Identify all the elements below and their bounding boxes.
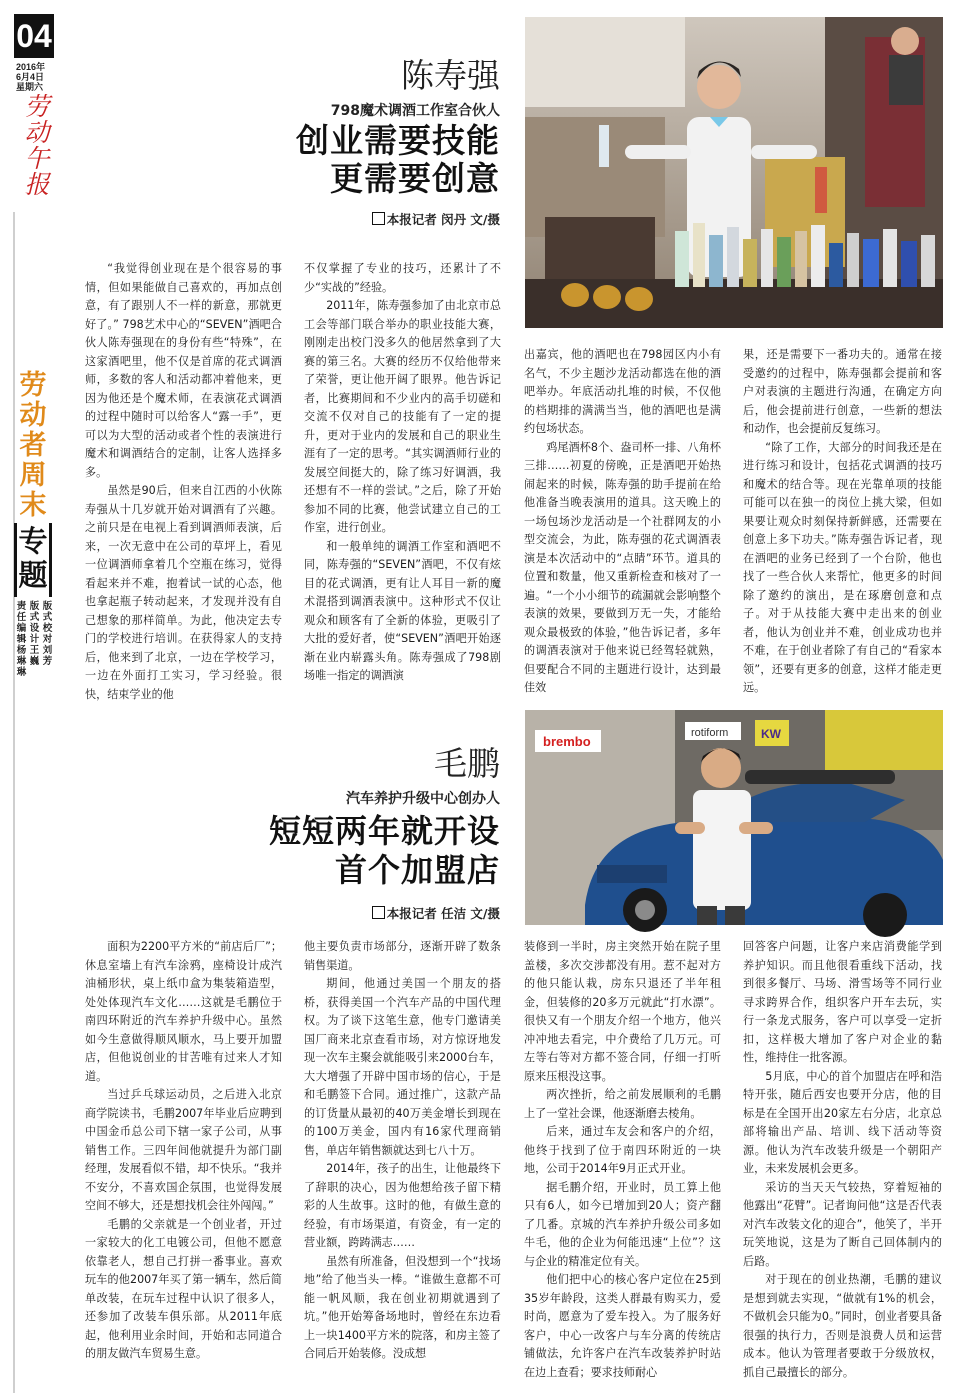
article1-headline-line2: 更需要创意: [330, 159, 500, 198]
paragraph: 面积为2200平方米的“前店后厂”；休息室墙上有汽车涂鸦，座椅设计成汽油桶形状，桌上纸巾盒为集装箱造型，处处体现汽车文化……这就是毛鹏位于南四环附近的汽车养护升级中心。虽然如今生意做得顺风顺水，马上要开加盟店，但他说创业的甘苦唯有过来人才知道。: [85, 940, 282, 1083]
paragraph: 他主要负责市场部分，逐渐开辟了数条销售渠道。: [304, 940, 501, 972]
paragraph: 虽然是90后，但来自江西的小伙陈寿强从十几岁就开始对调酒有了兴趣。之前只是在电视上看到调酒师表演，后来，一次无意中在公司的草坪上，看见一位调酒师拿着几个空瓶在练习，觉得看起来并不难，抱着试一试的心态，他也拿起瓶子转动起来，才发现并没有自己想象的那样简单。为此，他决定去专门的学校进行培训。在获得家人的支持后，他来到了北京，一边在学校学习，一边在外面打工实习，学习经验。很快，结束学业的他: [85, 484, 282, 701]
article1-role: 798魔术调酒工作室合伙人: [330, 103, 500, 119]
masthead-logo: 劳动午报: [24, 92, 50, 199]
article2-column-1: [85, 938, 282, 1390]
article1-column-3: [524, 346, 721, 694]
car-shop-photo-illustration: [525, 710, 943, 925]
paragraph: 期间，他通过美国一个朋友的搭桥，获得美国一个汽车产品的中国代理权。为了谈下这笔生意，他专门邀请美国厂商来北京查看市场，对方惊讶地发现一次车主聚会就能吸引来2000台车，大大增强了开辟中国市场的信心，于是和毛鹏签下合同。通过推广，这款产品的订货量从最初的40万美金增长到现在的100万美金，国内有16家代理商销售，单店年销售额就达到七八十万。: [304, 977, 501, 1157]
sign-brembo: brembo: [543, 734, 591, 749]
paragraph: 5月底，中心的首个加盟店在呼和浩特开张，随后西安也要开分店，他的目标是在全国开出20家左右分店，北京总部将输出产品、培训、线下活动等资源。他认为汽车改装升级是一个朝阳产业，未来发展机会更多。: [743, 1069, 942, 1175]
paragraph: 2011年，陈寿强参加了由北京市总工会等部门联合举办的职业技能大赛，刚刚走出校门没多久的他居然拿到了大赛的第三名。大赛的经历不仅给他带来了荣誉，更让他开阔了眼界。他告诉记者，比赛期间和不少业内的高手切磋和交流不仅对自己的技能有了一定的提升，更对于业内的发展和自己的职业生涯有了一定的思考。“其实调酒师行业的发展空间挺大的，除了练习好调酒，我还想有不一样的尝试。”之后，除了开始参加不同的比赛，他尝试建立自己的工作室，进行创业。: [304, 299, 501, 534]
section-tag: 专题: [18, 524, 48, 592]
paragraph: 装修到一半时，房主突然开始在院子里盖楼，多次交涉都没有用。惹不起对方的他只能认栽，房东只退还了半年租金，但装修的20多万元就此“打水漂”。很快又有一个朋友介绍一个地方，他兴冲冲地去看完，中介费给了几万元。可左等右等对方都不签合同，仔细一打听原来压根没这事。: [524, 940, 721, 1083]
paragraph: “我觉得创业现在是个很容易的事情，但如果能做自己喜欢的，再加点创意，有了跟别人不一样的新意，那就更好了。” 798艺术中心的“SEVEN”酒吧合伙人陈寿强现在的身份有些“特殊”，在这家酒吧里，他不仅是首席的花式调酒师，多数的客人和活动都冲着他来，更因为他还是个魔术师，在表演花式调酒的过程中随时可以给客人“露一手”，更可以为大型的活动或者个性的表演进行魔术和调酒结合的定制，让客人选择多多。: [85, 262, 282, 479]
paragraph: 不仅掌握了专业的技巧，还累计了不少“实战的”经验。: [304, 262, 501, 294]
section-title: 劳动者周末: [19, 370, 47, 521]
paragraph: 当过乒乓球运动员，之后进入北京商学院读书，毛鹏2007年毕业后应聘到中国金币总公司下辖一家子公司，从事销售工作。三四年间他就提升为部门副经理，发展看似不错，却不快乐。“我并不安分，不喜欢国企氛围，也觉得发展空间不够大，还是想找机会往外闯闯。”: [85, 1088, 282, 1212]
paragraph: “除了工作，大部分的时间我还是在进行练习和设计，包括花式调酒的技巧和魔术的结合等。现在光靠单项的技能可能可以在独一的岗位上挑大梁，但如果要让观众时刻保持新鲜感，还需要在创意上多下功夫。”陈寿强告诉记者，现在酒吧的业务已经到了一个台阶，他也找了一些合伙人来帮忙，他更多的时间除了邀约的演出，是在琢磨创意和点子。对于从技能大赛中走出来的创业者，他认为创业并不难，创业成功也并不难，在于创业者除了有自己的“看家本领”，还要有更多的创意，这样才能走更远。: [743, 440, 942, 694]
paragraph: 对于现在的创业热潮，毛鹏的建议是想到就去实现，“做就有1%的机会，不做机会只能为0。”同时，创业者要具备很强的执行力，否则是浪费人员和运营成本。他认为管理者要敢于分级放权，抓自己最擅长的部分。: [743, 1273, 942, 1379]
credit-proofreader: 版式校对 刘芳: [42, 601, 53, 667]
date-day: 6月4日: [16, 72, 45, 82]
paragraph: 出嘉宾，他的酒吧也在798园区内小有名气，不少主题沙龙活动都选在他的酒吧举办。年底活动扎堆的时候，不仅他的档期排的满满当当，他的酒吧也是满约包场状态。: [524, 348, 721, 435]
paragraph: 他们把中心的核心客户定位在25到35岁年龄段，这类人群最有购买力，爱时尚，愿意为了爱车投入。为了服务好客户，中心一改客户与车分离的传统店铺做法，允许客户在汽车改装养护时站在边上查看；要求技师耐心: [524, 1273, 721, 1379]
article2-name: 毛鹏: [434, 744, 500, 783]
article2-column-3: [524, 938, 721, 1390]
article1-byline-text: 本报记者 闵丹 文/摄: [386, 212, 500, 227]
paragraph: 2014年，孩子的出生，让他最终下了辞职的决心，因为他想给孩子留下精彩的人生故事。这时的他，有做生意的经验，有市场渠道，有资金，有一定的营业额，跨踌满志……: [304, 1162, 501, 1249]
article1-headline-line1: 创业需要技能: [296, 121, 500, 160]
date-year: 2016年: [16, 62, 46, 72]
article2-headline-line1: 短短两年就开设: [268, 812, 500, 850]
article2-headline-line2: 首个加盟店: [334, 851, 500, 889]
article2-column-2: [304, 938, 501, 1390]
date-weekday: 星期六: [16, 82, 44, 92]
credit-editor: 责任编辑 杨琳琳: [16, 601, 27, 678]
credit-designer: 版式设计 王巍: [29, 601, 40, 667]
article1-column-1: [85, 260, 282, 701]
paragraph: 据毛鹏介绍，开业时，员工算上他只有6人，如今已增加到20人；资产翻了几番。京城的汽车养护升级公司多如牛毛，他的企业为何能迅速“上位”？这与企业的精准定位有关。: [524, 1180, 721, 1268]
paragraph: 虽然有所准备，但没想到一个“找场地”给了他当头一棒。“谁做生意都不可能一帆风顺，我在创业初期就遇到了坑。”他开始筹备场地时，曾经在东边看上一块1400平方米的院落，和房主签了合同后开始装修。没成想: [304, 1254, 501, 1360]
article1-byline: [300, 210, 500, 228]
byline-box-icon: [372, 906, 385, 919]
paragraph: 回答客户问题，让客户来店消费能学到养护知识。而且他很看重线下活动，找到很多餐厅、马场、滑雪场等不同行业寻求跨界合作，组织客户开车去玩，实行一条龙式服务，客户可以享受一定折扣，这样极大增加了客户对企业的黏性，维持住一批客源。: [743, 940, 942, 1064]
paragraph: 鸡尾酒杯8个、盎司杯一排、八角杯三排……初夏的傍晚，正是酒吧开始热闹起来的时候，陈寿强的助手提前在给他准备当晚表演用的道具。这天晚上的一场包场沙龙活动是一个社群网友的小型交流会，为此，陈寿强的花式调酒表演是本次活动中的“点睛”环节。道具的位置和数量，他又重新检查和核对了一遍。“一个小小细节的疏漏就会影响整个表演的效果，要做到万无一失，才能给观众最极致的体验，”他告诉记者，多年的调酒表演对于他来说已经驾轻就熟，但要配合不同的主题进行设计，达到最佳效: [524, 440, 721, 694]
article1-photo: [525, 17, 943, 328]
sign-rotiform: rotiform: [691, 727, 729, 739]
paragraph: 后来，通过车友会和客户的介绍，他终于找到了位于南四环附近的一块地，公司于2014年9月正式开业。: [524, 1125, 721, 1175]
bartender-photo-illustration: [525, 17, 943, 328]
sign-kw: KW: [761, 727, 781, 741]
paragraph: 采访的当天天气较热，穿着短袖的他露出“花臂”。记者询问他“这是否代表对汽车改装文化的迎合”，他笑了，半开玩笑地说，这是为了断自己回体制内的后路。: [743, 1180, 942, 1268]
article1-name: 陈寿强: [401, 56, 500, 95]
paragraph: 两次挫折，给之前发展顺利的毛鹏上了一堂社会课，他逐渐磨去棱角。: [524, 1088, 721, 1120]
article2-role: 汽车养护升级中心创办人: [346, 791, 500, 807]
left-divider: [13, 212, 15, 1393]
article2-column-4: [743, 938, 942, 1390]
page-number: 04: [14, 14, 54, 58]
byline-box-icon: [372, 212, 385, 225]
article2-byline-text: 本报记者 任洁 文/摄: [386, 906, 500, 921]
paragraph: 和一般单纯的调酒工作室和酒吧不同，陈寿强的“SEVEN”酒吧，不仅有炫目的花式调酒，更有让人耳目一新的魔术混搭到调酒表演中。这种形式不仅让观众和顾客有了全新的体验，更吸引了大批的爱好者，使“SEVEN”酒吧开始逐渐在业内崭露头角。陈寿强成了798剧场唯一指定的调酒演: [304, 539, 501, 682]
article2-byline: [300, 904, 500, 922]
article1-column-4: [743, 346, 942, 694]
paragraph: 毛鹏的父亲就是一个创业者，开过一家较大的化工电镀公司，但他不愿意依靠老人，想自己打拼一番事业。喜欢玩车的他2007年买了第一辆车，然后简单改装，在玩车过程中认识了很多人，还参加了改装车俱乐部。从2011年底起，他利用业余时间，开始和志同道合的朋友做汽车贸易生意。: [85, 1217, 282, 1360]
article1-column-2: [304, 260, 501, 689]
article2-photo: [525, 710, 943, 925]
paragraph: 果，还是需要下一番功夫的。通常在接受邀约的过程中，陈寿强都会提前和客户对表演的主题进行沟通，在确定方向后，他会提前进行创意，一些新的想法和动作，也会提前反复练习。: [743, 348, 942, 435]
